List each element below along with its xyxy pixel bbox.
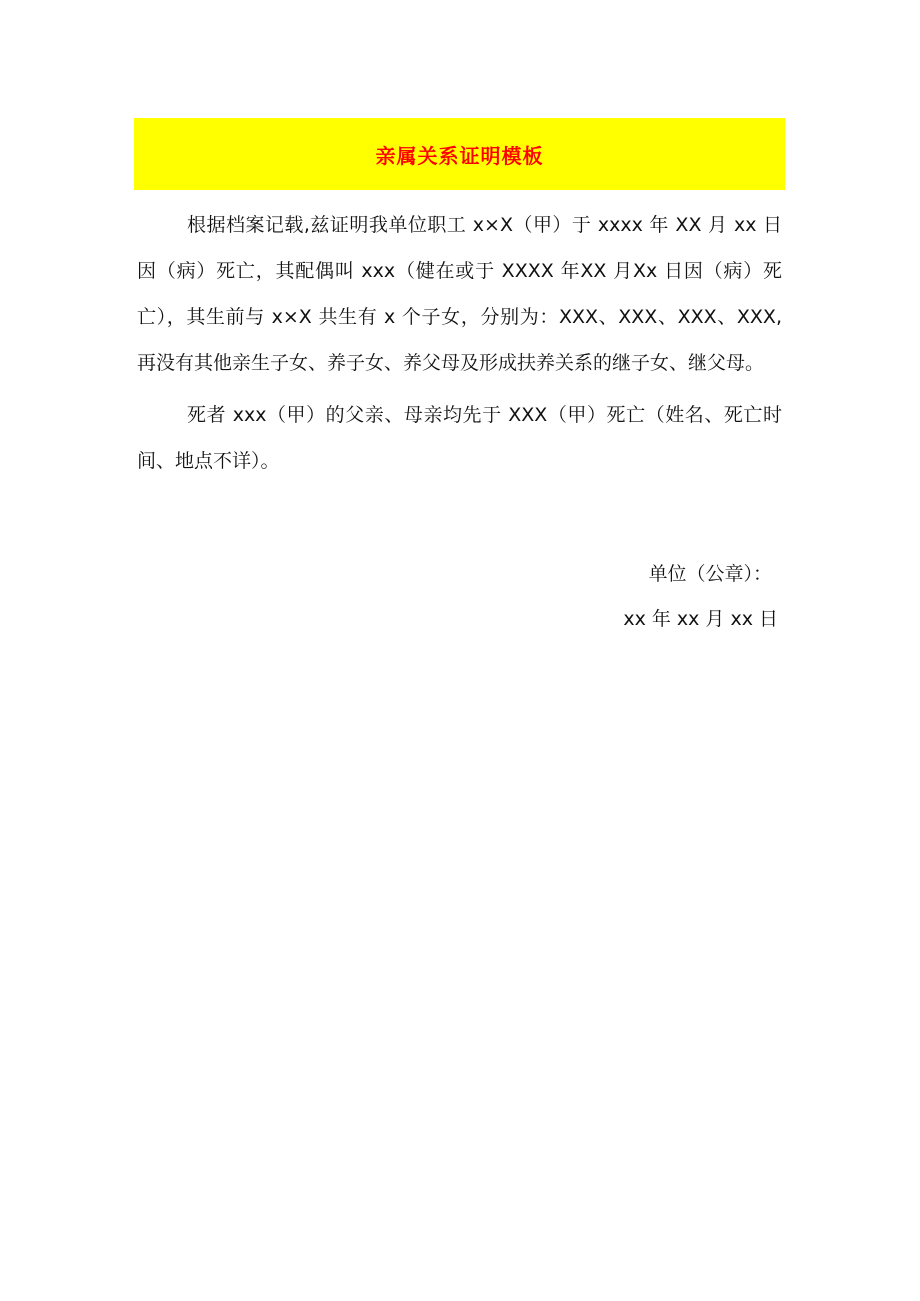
document-title: 亲属关系证明模板 (375, 143, 544, 168)
signature-unit-label: 单位（公章）： (648, 563, 772, 585)
signature-date-line: xx 年 xx 月 xx 日 (623, 608, 778, 630)
paragraph-parents: 死者 xxx（甲）的父亲、母亲均先于 XXX（甲）死亡（姓名、死亡时间、地点不详）。 (137, 404, 782, 472)
title-banner (134, 118, 785, 190)
paragraph-certification: 根据档案记载,兹证明我单位职工 x×X（甲）于 xxxx 年 XX 月 xx 日因（病）死亡，其配偶叫 xxx（健在或于 XXXX 年XX 月Xx 日因（病）死亡），其生前与 x×X 共生有 x 个子女，分别为：XXX、XXX、XXX、XXX,再没有其他亲生子女、养子女、养父母及形成扶养关系的继子女、继父母。 (137, 214, 782, 374)
document-body (137, 202, 782, 484)
